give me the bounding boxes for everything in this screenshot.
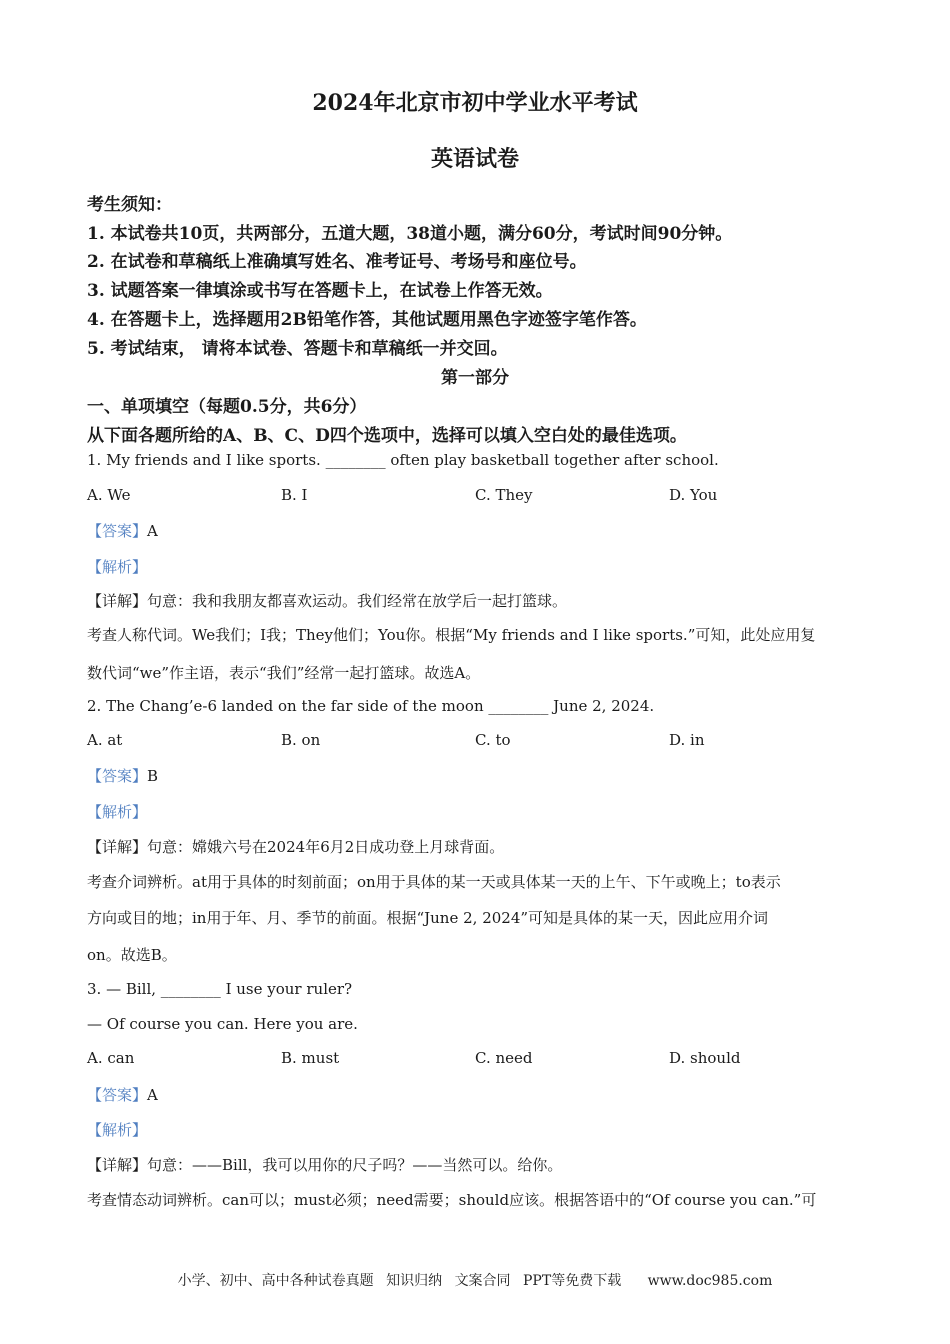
answer-label: 【答案】: [87, 767, 148, 785]
option-a: A. can: [87, 1049, 135, 1067]
option-c: C. need: [475, 1049, 533, 1067]
answer-label: 【答案】: [87, 1086, 148, 1104]
option-d: D. You: [669, 486, 718, 504]
section-instruction: 从下面各题所给的A、B、C、D四个选项中，选择可以填入空白处的最佳选项。: [87, 426, 687, 446]
notice-heading: 考生须知：: [87, 195, 172, 215]
answer-line: [87, 1084, 158, 1105]
answer-line: [87, 520, 158, 541]
option-a: A. We: [87, 486, 131, 504]
option-a: A. at: [87, 731, 123, 749]
explanation-line: 方向或目的地；in用于年、月、季节的前面。根据“June 2, 2024”可知是具体的某一天，因此应用介词: [87, 909, 769, 927]
explanation-line: on。故选B。: [87, 946, 177, 964]
option-b: B. must: [281, 1049, 340, 1067]
footer-item: 小学、初中、高中各种试卷真题: [177, 1273, 374, 1289]
answer-label: 【答案】: [87, 522, 148, 540]
answer-value: A: [147, 522, 158, 540]
exam-title: 2024年北京市初中学业水平考试: [312, 90, 638, 116]
detail-text: 句意：我和我朋友都喜欢运动。我们经常在放学后一起打篮球。: [147, 592, 568, 610]
answer-value: B: [147, 767, 159, 785]
answer-line: [87, 765, 158, 786]
notice-item: 3. 试题答案一律填涂或书写在答题卡上，在试卷上作答无效。: [87, 281, 553, 301]
notice-item: 2. 在试卷和草稿纸上准确填写姓名、准考证号、考场号和座位号。: [87, 252, 587, 272]
explanation-line: 考查人称代词。We我们；I我；They他们；You你。根据“My friends and I like sports.”可知，此处应用复: [87, 626, 816, 644]
question-stem: 1. My friends and I like sports. ________ often play basketball together after school.: [87, 451, 719, 469]
notice-item: 5. 考试结束， 请将本试卷、答题卡和草稿纸一并交回。: [87, 339, 508, 359]
explanation-line: 数代词“we”作主语，表示“我们”经常一起打篮球。故选A。: [87, 664, 481, 682]
option-d: D. should: [669, 1049, 741, 1067]
analysis-label: 【解析】: [87, 558, 148, 576]
option-c: C. They: [475, 486, 533, 504]
question-stem: 3. — Bill, ________ I use your ruler?: [87, 980, 353, 998]
exam-subtitle: 英语试卷: [430, 146, 519, 172]
detail-label: 【详解】: [87, 838, 148, 856]
option-b: B. I: [281, 486, 308, 504]
detail-line: [87, 590, 567, 611]
page-footer: [0, 1270, 950, 1290]
question-stem-response: — Of course you can. Here you are.: [87, 1015, 358, 1033]
section-title: 一、单项填空（每题0.5分，共6分）: [87, 397, 367, 417]
analysis-label: 【解析】: [87, 1121, 148, 1139]
option-d: D. in: [669, 731, 705, 749]
detail-line: [87, 1154, 562, 1175]
answer-value: A: [147, 1086, 158, 1104]
detail-text: 句意：——Bill，我可以用你的尺子吗？——当然可以。给你。: [147, 1156, 563, 1174]
part-title: 第一部分: [441, 368, 509, 388]
question-stem: 2. The Chang’e-6 landed on the far side of the moon ________ June 2, 2024.: [87, 697, 655, 715]
detail-text: 句意：嫦娥六号在2024年6月2日成功登上月球背面。: [147, 838, 505, 856]
notice-item: 4. 在答题卡上，选择题用2B铅笔作答，其他试题用黑色字迹签字笔作答。: [87, 310, 647, 330]
footer-item: 知识归纳: [386, 1273, 443, 1289]
footer-url-link[interactable]: www.doc985.com: [647, 1273, 773, 1289]
option-b: B. on: [281, 731, 321, 749]
analysis-label: 【解析】: [87, 803, 148, 821]
detail-line: [87, 836, 504, 857]
detail-label: 【详解】: [87, 1156, 148, 1174]
option-c: C. to: [475, 731, 511, 749]
notice-item: 1. 本试卷共10页，共两部分，五道大题，38道小题，满分60分，考试时间90分钟。: [87, 224, 733, 244]
footer-item: 文案合同: [454, 1273, 511, 1289]
detail-label: 【详解】: [87, 592, 148, 610]
footer-item: PPT等免费下载: [523, 1273, 622, 1289]
explanation-line: 考查介词辨析。at用于具体的时刻前面；on用于具体的某一天或具体某一天的上午、下午或晚上；to表示: [87, 873, 781, 891]
explanation-line: 考查情态动词辨析。can可以；must必须；need需要；should应该。根据答语中的“Of course you can.”可: [87, 1191, 817, 1209]
